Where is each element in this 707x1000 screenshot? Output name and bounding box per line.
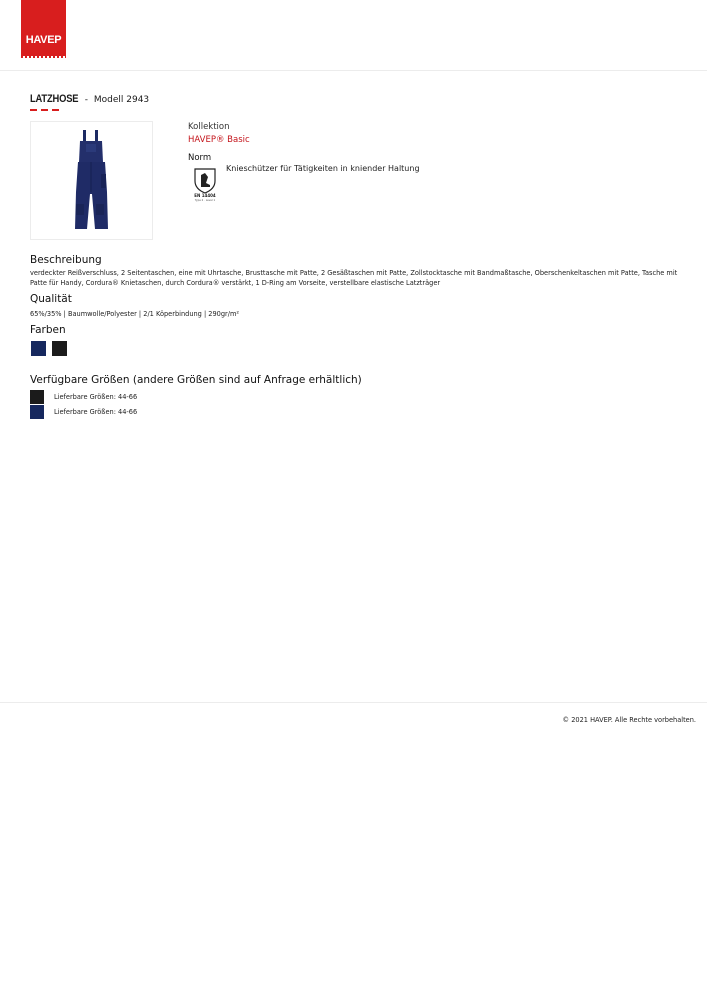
size-text: Lieferbare Größen: 44-66 xyxy=(54,408,138,416)
product-title xyxy=(30,93,149,105)
footer-copyright: © 2021 HAVEP. Alle Rechte vorbehalten. xyxy=(562,716,696,724)
description-heading: Beschreibung xyxy=(30,254,102,266)
color-swatch-black[interactable] xyxy=(52,341,67,356)
norm-icon-code: EN 14404 xyxy=(194,193,216,198)
title-separator: - xyxy=(84,95,88,105)
overalls-image xyxy=(31,122,152,239)
product-image-frame xyxy=(30,121,153,240)
size-color-square-navy xyxy=(30,405,44,419)
norm-description: Knieschützer für Tätigkeiten in kniender Haltung xyxy=(226,164,420,173)
title-underline-dashes xyxy=(30,109,60,111)
footer-divider xyxy=(0,702,707,703)
color-swatch-navy[interactable] xyxy=(31,341,46,356)
norm-label: Norm xyxy=(188,153,212,163)
knee-protection-shield-icon xyxy=(191,167,219,207)
header-divider xyxy=(0,70,707,71)
collection-link[interactable]: HAVEP® Basic xyxy=(188,135,250,145)
havep-logo[interactable]: HAVEP xyxy=(21,0,66,56)
product-type: LATZHOSE xyxy=(30,93,79,105)
size-color-square-black xyxy=(30,390,44,404)
size-row xyxy=(30,390,230,404)
size-text: Lieferbare Größen: 44-66 xyxy=(54,393,138,401)
product-model: Modell 2943 xyxy=(93,95,150,105)
quality-heading: Qualität xyxy=(30,293,72,305)
quality-text: 65%/35% | Baumwolle/Polyester | 2/1 Köperbindung | 290gr/m² xyxy=(30,310,240,318)
sizes-heading: Verfügbare Größen (andere Größen sind auf Anfrage erhältlich) xyxy=(30,374,362,386)
size-row xyxy=(30,405,230,419)
collection-label: Kollektion xyxy=(188,122,230,132)
description-text: verdeckter Reißverschluss, 2 Seitentaschen, eine mit Uhrtasche, Brusttasche mit Patte, 2 Gesäßtaschen mit Patte, Zollstocktasche mit Bandmaßtasche, Oberschenkeltaschen mit Patte, Tasche mit Patte für Handy, Cordura® Knietaschen, durch Cordura® verstärkt, 1 D-Ring am Vorseite, verstellbare elastische Latzträger xyxy=(30,269,678,287)
colors-heading: Farben xyxy=(30,324,66,336)
logo-serrated-edge xyxy=(21,54,66,58)
norm-icon-subtext: Type 2 · Level 1 xyxy=(194,199,216,202)
